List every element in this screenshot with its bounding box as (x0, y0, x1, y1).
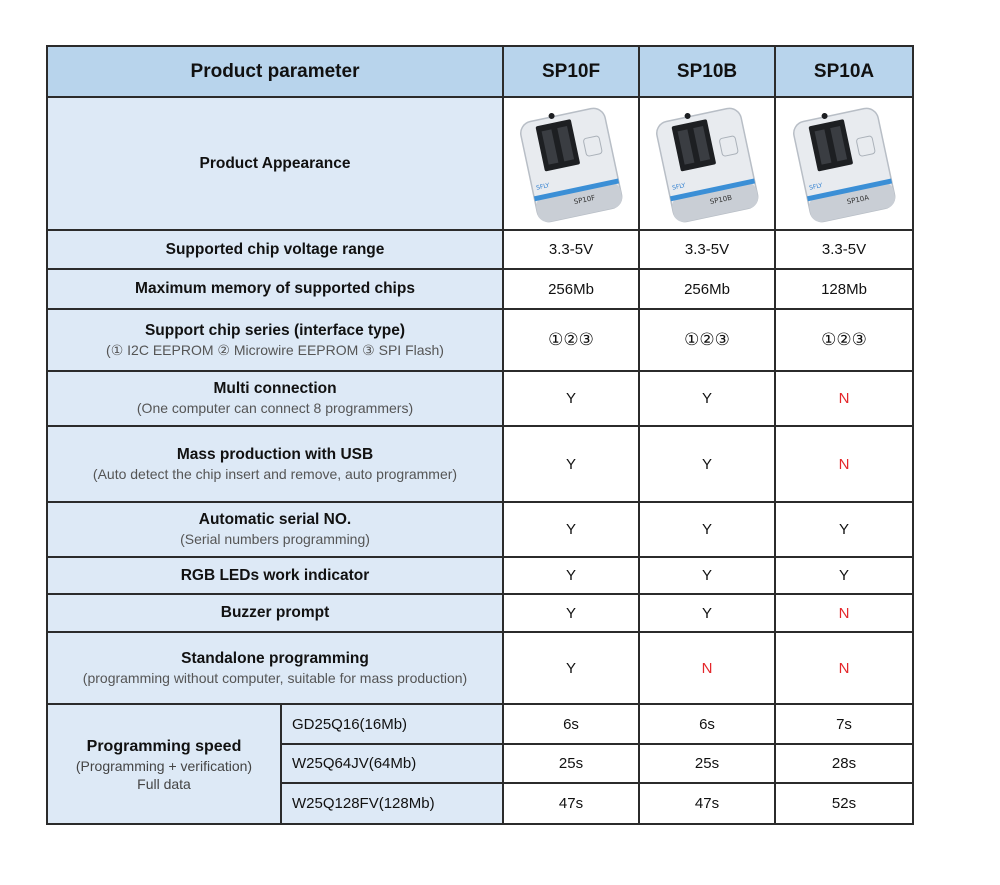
speed-note-2: Full data (137, 775, 191, 792)
serial-value-2: Y (639, 502, 775, 557)
usb-label: Mass production with USB (176, 445, 374, 463)
standalone-note: (programming without computer, suitable for mass production) (82, 669, 468, 686)
svg-text:SFLY: SFLY (535, 181, 551, 192)
multi-value-3: N (775, 371, 913, 426)
usb-note: (Auto detect the chip insert and remove, auto programmer) (92, 465, 458, 482)
usb-label-cell (47, 426, 503, 502)
row-buzzer (47, 594, 913, 632)
speed-chip-name: W25Q128FV(128Mb) (281, 783, 503, 824)
buzzer-value-1: Y (503, 594, 639, 632)
rgb-label: RGB LEDs work indicator (180, 566, 370, 584)
speed-value: 25s (503, 744, 639, 783)
voltage-value-2: 3.3-5V (639, 230, 775, 269)
series-value-2: ①②③ (639, 309, 775, 371)
usb-value-2: Y (639, 426, 775, 502)
voltage-label: Supported chip voltage range (165, 240, 385, 258)
speed-note-1: (Programming + verification) (75, 757, 253, 774)
header-model-2: SP10B (639, 46, 775, 97)
series-note: (① I2C EEPROM ② Microwire EEPROM ③ SPI Flash) (106, 341, 444, 358)
rgb-value-1: Y (503, 557, 639, 594)
usb-value-1: Y (503, 426, 639, 502)
row-multi-connection (47, 371, 913, 426)
speed-label-cell (47, 704, 281, 824)
row-chip-series (47, 309, 913, 371)
programmer-device-image (646, 104, 768, 224)
serial-value-3: Y (775, 502, 913, 557)
memory-label: Maximum memory of supported chips (135, 280, 415, 297)
row-voltage (47, 230, 913, 269)
speed-value: 7s (775, 704, 913, 744)
multi-label: Multi connection (213, 380, 337, 397)
row-appearance (47, 97, 913, 230)
standalone-label-cell (47, 632, 503, 704)
appearance-cell-1 (503, 97, 639, 230)
multi-label-cell (47, 371, 503, 426)
serial-label-cell (47, 502, 503, 557)
series-label-cell (47, 309, 503, 371)
programmer-device-image (510, 104, 632, 224)
voltage-value-3: 3.3-5V (775, 230, 913, 269)
speed-label: Programming speed (86, 737, 242, 755)
appearance-cell-3 (775, 97, 913, 230)
buzzer-value-2: Y (639, 594, 775, 632)
header-model-1: SP10F (503, 46, 639, 97)
appearance-label: Product Appearance (199, 154, 351, 172)
series-value-3: ①②③ (775, 309, 913, 371)
standalone-value-2: N (639, 632, 775, 704)
buzzer-label: Buzzer prompt (220, 604, 330, 621)
voltage-value-1: 3.3-5V (503, 230, 639, 269)
speed-value: 47s (503, 783, 639, 824)
row-rgb-leds (47, 557, 913, 594)
header-model-3: SP10A (775, 46, 913, 97)
speed-value: 52s (775, 783, 913, 824)
product-parameter-table (46, 45, 914, 825)
programmer-device-image (783, 104, 905, 224)
memory-value-3: 128Mb (775, 269, 913, 309)
speed-value: 6s (503, 704, 639, 744)
row-speed-chip-1 (47, 704, 913, 744)
multi-note: (One computer can connect 8 programmers) (136, 400, 414, 416)
serial-note: (Serial numbers programming) (180, 531, 370, 547)
row-mass-production (47, 426, 913, 502)
device-label-1: SP10F (573, 193, 596, 206)
speed-value: 25s (639, 744, 775, 783)
row-standalone (47, 632, 913, 704)
appearance-label-cell (47, 97, 503, 230)
header-product-parameter: Product parameter (47, 46, 503, 97)
voltage-label-cell (47, 230, 503, 269)
speed-chip-name: GD25Q16(16Mb) (281, 704, 503, 744)
memory-value-2: 256Mb (639, 269, 775, 309)
rgb-value-2: Y (639, 557, 775, 594)
standalone-value-1: Y (503, 632, 639, 704)
multi-value-1: Y (503, 371, 639, 426)
speed-value: 47s (639, 783, 775, 824)
appearance-cell-2 (639, 97, 775, 230)
series-value-1: ①②③ (503, 309, 639, 371)
serial-value-1: Y (503, 502, 639, 557)
row-memory (47, 269, 913, 309)
buzzer-value-3: N (775, 594, 913, 632)
svg-text:SFLY: SFLY (808, 181, 824, 192)
speed-value: 28s (775, 744, 913, 783)
row-serial (47, 502, 913, 557)
device-label-2: SP10B (709, 193, 733, 206)
device-label-3: SP10A (846, 193, 870, 206)
memory-value-1: 256Mb (503, 269, 639, 309)
memory-label-cell (47, 269, 503, 309)
svg-text:SFLY: SFLY (671, 181, 687, 192)
multi-value-2: Y (639, 371, 775, 426)
buzzer-label-cell (47, 594, 503, 632)
usb-value-3: N (775, 426, 913, 502)
speed-chip-name: W25Q64JV(64Mb) (281, 744, 503, 783)
standalone-label: Standalone programming (181, 649, 369, 667)
rgb-label-cell (47, 557, 503, 594)
series-label: Support chip series (interface type) (144, 321, 406, 339)
rgb-value-3: Y (775, 557, 913, 594)
serial-label: Automatic serial NO. (198, 511, 352, 528)
standalone-value-3: N (775, 632, 913, 704)
speed-value: 6s (639, 704, 775, 744)
